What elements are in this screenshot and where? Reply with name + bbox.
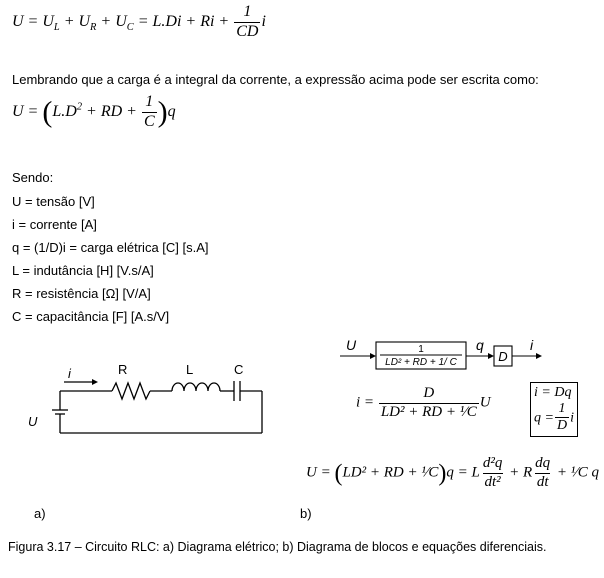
eq1-frac-den: CD — [236, 22, 259, 40]
definition-item: i = corrente [A] — [12, 217, 97, 232]
eqd-lhs: U = — [306, 464, 331, 481]
eq1-lhs: U = U — [12, 12, 54, 30]
circuit-label-c: C — [234, 362, 244, 377]
system-fraction — [555, 402, 569, 434]
eqd-d1-num: dq — [535, 455, 551, 471]
eq2-inner: L.D — [52, 102, 77, 120]
circuit-label-u: U — [28, 414, 38, 429]
intro-paragraph: Lembrando que a carga é a integral da corrente, a expressão acima pode ser escrita como: — [12, 72, 539, 87]
circuit-label-l: L — [186, 362, 194, 377]
system-line-2 — [534, 402, 574, 434]
equation-differential — [306, 456, 599, 491]
definition-item: L = indutância [H] [V.s/A] — [12, 263, 154, 278]
system-frac-den: D — [556, 418, 568, 434]
eqd-tail: + ¹⁄C q — [553, 464, 600, 481]
eq2-open-paren: ( — [42, 95, 53, 129]
system-line-1: i = Dq — [534, 385, 572, 400]
subfigure-label-b: b) — [300, 506, 312, 521]
eq1-fraction — [234, 4, 260, 41]
block1-numerator: 1 — [418, 344, 424, 355]
eqi-fraction — [379, 386, 479, 421]
figure-caption: Figura 3.17 – Circuito RLC: a) Diagrama elétrico; b) Diagrama de blocos e equações diferenciais. — [8, 540, 547, 554]
definition-item: q = (1/D)i = carga elétrica [C] [s.A] — [12, 240, 209, 255]
eqi-tail: U — [479, 394, 491, 411]
eq1-tail: i — [261, 12, 266, 30]
eqd-plus-r: + R — [505, 464, 533, 481]
block-input-label: U — [346, 337, 357, 353]
eq1-rhs: = L.Di + Ri + — [133, 12, 234, 30]
equation-charge-form — [12, 94, 176, 131]
eqd-first-derivative — [533, 456, 552, 491]
block-mid-label: q — [476, 337, 484, 353]
eq2-frac-num: 1 — [145, 93, 154, 110]
eq1-sub-r: R — [90, 22, 97, 34]
eqd-close-paren: ) — [438, 460, 447, 487]
eq1-plus1: + U — [59, 12, 91, 30]
current-arrow-head — [92, 379, 98, 385]
definitions-heading: Sendo: — [12, 170, 54, 185]
system-line2-lhs: q = — [534, 410, 554, 426]
eqi-den: LD² + RD + ¹⁄C — [380, 403, 477, 420]
resistor-symbol — [112, 383, 150, 399]
definition-item: R = resistência [Ω] [V/A] — [12, 286, 151, 301]
eqd-d2-num: d²q — [482, 455, 503, 471]
system-frac-num: 1 — [558, 400, 566, 416]
definition-item: U = tensão [V] — [12, 194, 95, 209]
definition-item: C = capacitância [F] [A.s/V] — [12, 309, 170, 324]
eq1-frac-num: 1 — [243, 3, 252, 20]
eq1-plus2: + U — [96, 12, 127, 30]
block-diagram — [340, 334, 604, 376]
mid-arrow-head — [488, 353, 494, 359]
subfigure-label-a: a) — [34, 506, 46, 521]
eqi-num: D — [423, 385, 435, 401]
inductor-symbol — [172, 383, 220, 391]
eq2-mid: + RD + — [82, 102, 141, 120]
eqd-second-derivative — [481, 456, 505, 491]
eqd-after-paren: q = L — [446, 464, 480, 481]
equation-current — [356, 386, 491, 421]
eqd-open-paren: ( — [334, 460, 343, 487]
eq2-frac-den: C — [143, 112, 155, 130]
eq1-sub-l: L — [53, 22, 60, 34]
block1-denominator: LD² + RD + 1/ C — [385, 357, 457, 368]
block-output-label: i — [530, 337, 534, 353]
output-arrow-head — [536, 353, 542, 359]
eq2-tail: q — [167, 102, 176, 120]
eqd-d1-den: dt — [536, 473, 549, 490]
eq2-lhs: U = — [12, 102, 39, 120]
circuit-label-r: R — [118, 362, 128, 377]
eq2-sup: 2 — [76, 101, 83, 113]
eq1-sub-c: C — [126, 22, 134, 34]
block2-label: D — [498, 349, 508, 364]
eq2-fraction — [142, 94, 157, 131]
eqd-paren-content: LD² + RD + ¹⁄C — [342, 464, 439, 481]
boxed-equation-system — [530, 382, 578, 437]
input-arrow-head — [370, 353, 376, 359]
eqi-lhs: i = — [356, 394, 375, 411]
rlc-circuit-diagram — [0, 350, 290, 470]
equation-voltage-sum — [12, 4, 266, 41]
eq2-close-paren: ) — [157, 95, 168, 129]
eqd-d2-den: dt² — [484, 473, 501, 490]
system-line2-tail: i — [570, 410, 574, 426]
circuit-label-i: i — [68, 366, 71, 381]
